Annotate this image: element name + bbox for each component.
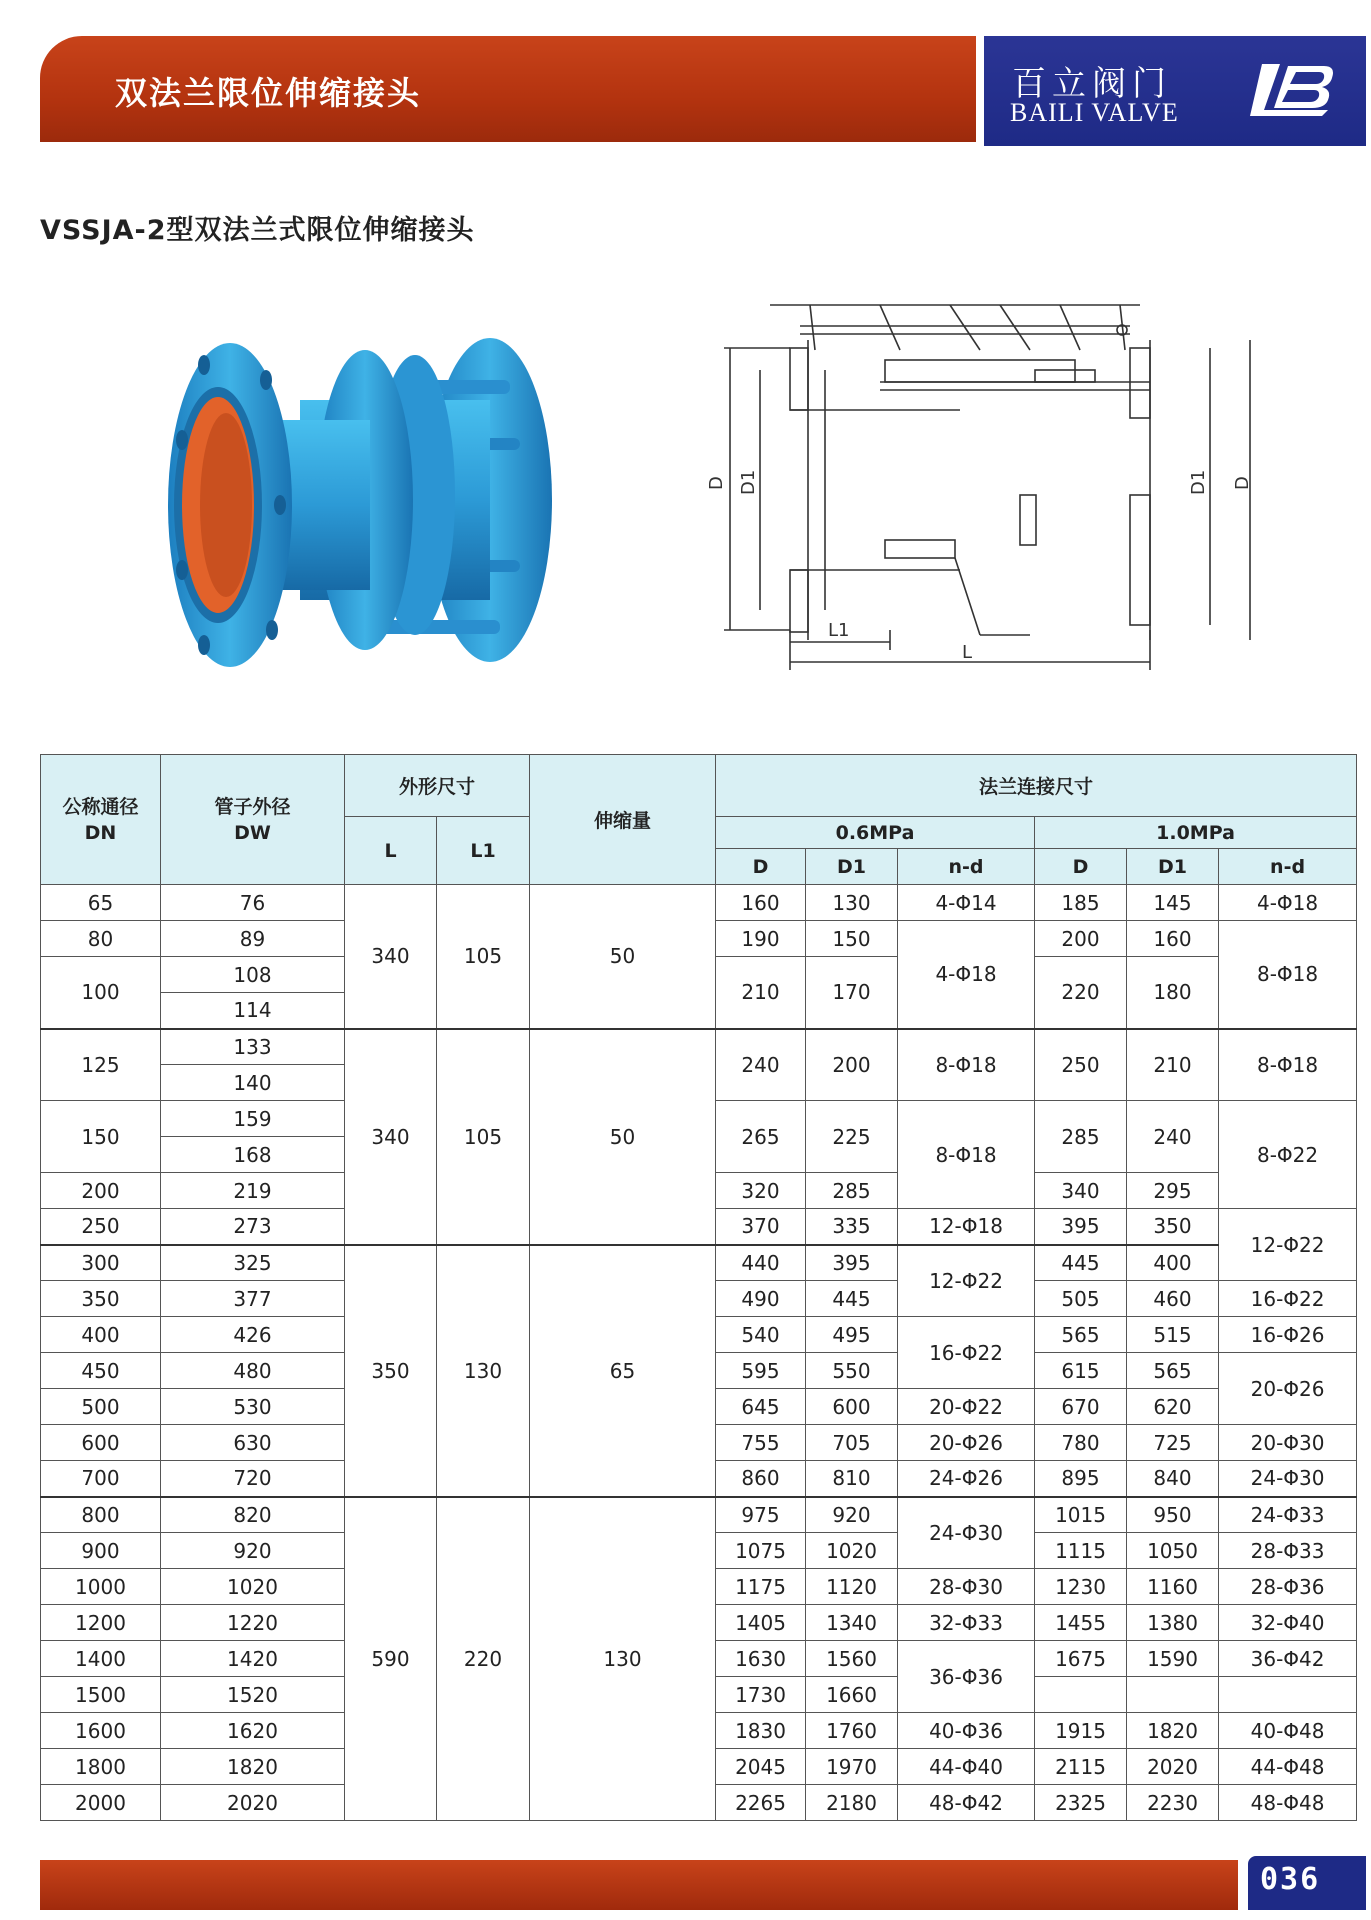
cell-d10: 780 xyxy=(1035,1425,1127,1461)
cell-d10: 2115 xyxy=(1035,1749,1127,1785)
cell-l1: 105 xyxy=(437,1029,530,1245)
cell-nd06: 44-Φ40 xyxy=(898,1749,1035,1785)
cell-dw: 820 xyxy=(161,1497,345,1533)
page-title: 双法兰限位伸缩接头 xyxy=(115,74,422,112)
cell-stroke: 65 xyxy=(530,1245,716,1497)
header-d1: D1 xyxy=(806,849,898,885)
cell-l: 340 xyxy=(345,885,437,1029)
table-row xyxy=(41,885,1357,921)
cell-d10: 445 xyxy=(1035,1245,1127,1281)
cell-dw: 720 xyxy=(161,1461,345,1497)
cell-d06: 160 xyxy=(716,885,806,921)
cell-nd06: 8-Φ18 xyxy=(898,1029,1035,1101)
cell-d1-06: 200 xyxy=(806,1029,898,1101)
brand-logo-icon xyxy=(1240,58,1340,120)
cell-d1-06: 150 xyxy=(806,921,898,957)
cell-nd06: 36-Φ36 xyxy=(898,1641,1035,1713)
cell-d1-10: 565 xyxy=(1127,1353,1219,1389)
cell-dw: 159 xyxy=(161,1101,345,1137)
cell-d1-06: 170 xyxy=(806,957,898,1029)
cell-d10: 285 xyxy=(1035,1101,1127,1173)
dim-label-d1-right: D1 xyxy=(1188,469,1209,495)
cell-d1-06: 495 xyxy=(806,1317,898,1353)
cell-dn: 600 xyxy=(41,1425,161,1461)
header-1.0mpa: 1.0MPa xyxy=(1035,817,1357,849)
cell-dw: 1020 xyxy=(161,1569,345,1605)
cell-d1-06: 1020 xyxy=(806,1533,898,1569)
cell-d06: 1405 xyxy=(716,1605,806,1641)
cell-dn: 300 xyxy=(41,1245,161,1281)
cell-dw: 140 xyxy=(161,1065,345,1101)
cell-dw: 1420 xyxy=(161,1641,345,1677)
cell-dn: 1500 xyxy=(41,1677,161,1713)
cell-d1-06: 225 xyxy=(806,1101,898,1173)
cell-nd10: 24-Φ30 xyxy=(1219,1461,1357,1497)
technical-drawing xyxy=(700,290,1300,680)
table-row xyxy=(41,1245,1357,1281)
cell-nd10: 48-Φ48 xyxy=(1219,1785,1357,1821)
cell-d1-10: 1820 xyxy=(1127,1713,1219,1749)
cell-d06: 320 xyxy=(716,1173,806,1209)
cell-nd10: 24-Φ33 xyxy=(1219,1497,1357,1533)
cell-dn: 1400 xyxy=(41,1641,161,1677)
cell-d10: 340 xyxy=(1035,1173,1127,1209)
cell-l: 590 xyxy=(345,1497,437,1821)
cell-d06: 860 xyxy=(716,1461,806,1497)
cell-d10: 1015 xyxy=(1035,1497,1127,1533)
product-subtitle: VSSJA-2型双法兰式限位伸缩接头 xyxy=(40,215,475,246)
header-l: L xyxy=(345,817,437,885)
cell-d10: 1915 xyxy=(1035,1713,1127,1749)
cell-l1: 105 xyxy=(437,885,530,1029)
cell-d06: 190 xyxy=(716,921,806,957)
footer-bar xyxy=(40,1860,1238,1910)
cell-d10: 185 xyxy=(1035,885,1127,921)
cell-dw: 325 xyxy=(161,1245,345,1281)
cell-d06: 1175 xyxy=(716,1569,806,1605)
header-outer-dim: 外形尺寸 xyxy=(345,755,530,817)
cell-d1-10: 350 xyxy=(1127,1209,1219,1245)
header-l1: L1 xyxy=(437,817,530,885)
cell-stroke: 50 xyxy=(530,885,716,1029)
cell-nd10: 8-Φ18 xyxy=(1219,921,1357,1029)
cell-d1-06: 395 xyxy=(806,1245,898,1281)
cell-d10: 615 xyxy=(1035,1353,1127,1389)
cell-nd06: 12-Φ22 xyxy=(898,1245,1035,1317)
cell-l: 340 xyxy=(345,1029,437,1245)
cell-dw: 377 xyxy=(161,1281,345,1317)
cell-nd06: 4-Φ14 xyxy=(898,885,1035,921)
cell-nd10: 40-Φ48 xyxy=(1219,1713,1357,1749)
cell-d1-06: 1760 xyxy=(806,1713,898,1749)
cell-l1: 130 xyxy=(437,1245,530,1497)
cell-dw: 133 xyxy=(161,1029,345,1065)
cell-d10: 505 xyxy=(1035,1281,1127,1317)
cell-dw: 1520 xyxy=(161,1677,345,1713)
cell-dn: 400 xyxy=(41,1317,161,1353)
cell-dw: 89 xyxy=(161,921,345,957)
cell-d1-06: 920 xyxy=(806,1497,898,1533)
cell-d10: 200 xyxy=(1035,921,1127,957)
cell-dw: 630 xyxy=(161,1425,345,1461)
dim-label-d1-left: D1 xyxy=(738,469,759,495)
header-d: D xyxy=(716,849,806,885)
cell-dn: 2000 xyxy=(41,1785,161,1821)
cell-dw: 108 xyxy=(161,957,345,993)
cell-nd10: 20-Φ30 xyxy=(1219,1425,1357,1461)
cell-dw: 1620 xyxy=(161,1713,345,1749)
cell-nd10 xyxy=(1219,1677,1357,1713)
cell-d1-10: 725 xyxy=(1127,1425,1219,1461)
cell-dn: 1600 xyxy=(41,1713,161,1749)
cell-nd06: 24-Φ30 xyxy=(898,1497,1035,1569)
header-dw: 管子外径 DW xyxy=(161,755,345,885)
cell-d1-10: 1160 xyxy=(1127,1569,1219,1605)
cell-d1-10: 950 xyxy=(1127,1497,1219,1533)
cell-nd06: 20-Φ26 xyxy=(898,1425,1035,1461)
brand-name-cn: 百立阀门 xyxy=(1012,64,1172,104)
header-dn: 公称通径 DN xyxy=(41,755,161,885)
cell-d1-10: 160 xyxy=(1127,921,1219,957)
cell-d06: 1630 xyxy=(716,1641,806,1677)
dim-label-l1: L1 xyxy=(828,620,850,641)
cell-l1: 220 xyxy=(437,1497,530,1821)
cell-nd10: 8-Φ22 xyxy=(1219,1101,1357,1209)
cell-nd10: 16-Φ26 xyxy=(1219,1317,1357,1353)
cell-dn: 250 xyxy=(41,1209,161,1245)
header-d1: D1 xyxy=(1127,849,1219,885)
cell-dw: 1820 xyxy=(161,1749,345,1785)
cell-d1-10: 145 xyxy=(1127,885,1219,921)
cell-d1-10: 2020 xyxy=(1127,1749,1219,1785)
cell-nd06: 32-Φ33 xyxy=(898,1605,1035,1641)
cell-d1-10: 1590 xyxy=(1127,1641,1219,1677)
cell-d10: 250 xyxy=(1035,1029,1127,1101)
cell-d10: 1455 xyxy=(1035,1605,1127,1641)
cell-nd10: 12-Φ22 xyxy=(1219,1209,1357,1281)
cell-d1-10: 210 xyxy=(1127,1029,1219,1101)
cell-nd10: 4-Φ18 xyxy=(1219,885,1357,921)
cell-dn: 700 xyxy=(41,1461,161,1497)
cell-d06: 755 xyxy=(716,1425,806,1461)
cell-dw: 273 xyxy=(161,1209,345,1245)
cell-d1-10: 400 xyxy=(1127,1245,1219,1281)
cell-dw: 2020 xyxy=(161,1785,345,1821)
cell-d1-10: 295 xyxy=(1127,1173,1219,1209)
cell-d1-06: 810 xyxy=(806,1461,898,1497)
cell-d06: 1075 xyxy=(716,1533,806,1569)
cell-d10: 2325 xyxy=(1035,1785,1127,1821)
brand-name-en: BAILI VALVE xyxy=(1010,98,1179,127)
cell-nd10: 32-Φ40 xyxy=(1219,1605,1357,1641)
cell-nd06: 48-Φ42 xyxy=(898,1785,1035,1821)
cell-d10 xyxy=(1035,1677,1127,1713)
cell-dw: 1220 xyxy=(161,1605,345,1641)
cell-stroke: 130 xyxy=(530,1497,716,1821)
cell-nd06: 16-Φ22 xyxy=(898,1317,1035,1389)
cell-nd06: 8-Φ18 xyxy=(898,1101,1035,1209)
cell-d1-10: 620 xyxy=(1127,1389,1219,1425)
cell-dw: 168 xyxy=(161,1137,345,1173)
cell-dn: 125 xyxy=(41,1029,161,1101)
cell-dw: 219 xyxy=(161,1173,345,1209)
cell-d06: 210 xyxy=(716,957,806,1029)
header-nd: n-d xyxy=(898,849,1035,885)
cell-nd10: 16-Φ22 xyxy=(1219,1281,1357,1317)
cell-nd06: 4-Φ18 xyxy=(898,921,1035,1029)
cell-d10: 1230 xyxy=(1035,1569,1127,1605)
cell-d1-10: 240 xyxy=(1127,1101,1219,1173)
cell-d1-06: 1560 xyxy=(806,1641,898,1677)
cell-dn: 1800 xyxy=(41,1749,161,1785)
cell-d06: 2045 xyxy=(716,1749,806,1785)
cell-nd10: 36-Φ42 xyxy=(1219,1641,1357,1677)
cell-d1-06: 1970 xyxy=(806,1749,898,1785)
cell-d1-06: 1120 xyxy=(806,1569,898,1605)
cell-dw: 76 xyxy=(161,885,345,921)
cell-d06: 440 xyxy=(716,1245,806,1281)
cell-dn: 350 xyxy=(41,1281,161,1317)
cell-d06: 540 xyxy=(716,1317,806,1353)
cell-d1-06: 285 xyxy=(806,1173,898,1209)
cell-dn: 80 xyxy=(41,921,161,957)
cell-dn: 100 xyxy=(41,957,161,1029)
table-row xyxy=(41,1029,1357,1065)
cell-nd10: 28-Φ33 xyxy=(1219,1533,1357,1569)
header-nd: n-d xyxy=(1219,849,1357,885)
cell-dn: 900 xyxy=(41,1533,161,1569)
cell-d1-10: 180 xyxy=(1127,957,1219,1029)
cell-d1-06: 1340 xyxy=(806,1605,898,1641)
cell-nd06: 28-Φ30 xyxy=(898,1569,1035,1605)
cell-dn: 150 xyxy=(41,1101,161,1173)
cell-dw: 920 xyxy=(161,1533,345,1569)
cell-d1-06: 445 xyxy=(806,1281,898,1317)
cell-dw: 426 xyxy=(161,1317,345,1353)
spec-table xyxy=(40,754,1357,1821)
cell-nd10: 20-Φ26 xyxy=(1219,1353,1357,1425)
cell-d06: 2265 xyxy=(716,1785,806,1821)
cell-nd10: 44-Φ48 xyxy=(1219,1749,1357,1785)
cell-d10: 670 xyxy=(1035,1389,1127,1425)
cell-dn: 500 xyxy=(41,1389,161,1425)
cell-dn: 65 xyxy=(41,885,161,921)
header-d: D xyxy=(1035,849,1127,885)
cell-d1-06: 1660 xyxy=(806,1677,898,1713)
cell-d1-06: 335 xyxy=(806,1209,898,1245)
cell-nd06: 20-Φ22 xyxy=(898,1389,1035,1425)
header-flange: 法兰连接尺寸 xyxy=(716,755,1357,817)
cell-dw: 480 xyxy=(161,1353,345,1389)
cell-nd06: 24-Φ26 xyxy=(898,1461,1035,1497)
cell-d06: 490 xyxy=(716,1281,806,1317)
cell-d06: 265 xyxy=(716,1101,806,1173)
dim-label-d-left: D xyxy=(706,476,727,490)
cell-dn: 200 xyxy=(41,1173,161,1209)
cell-d1-10: 460 xyxy=(1127,1281,1219,1317)
cell-d1-10 xyxy=(1127,1677,1219,1713)
cell-d06: 1830 xyxy=(716,1713,806,1749)
cell-d1-10: 1380 xyxy=(1127,1605,1219,1641)
table-row xyxy=(41,1497,1357,1533)
cell-dw: 114 xyxy=(161,993,345,1029)
cell-dn: 800 xyxy=(41,1497,161,1533)
cell-d1-10: 2230 xyxy=(1127,1785,1219,1821)
cell-nd10: 8-Φ18 xyxy=(1219,1029,1357,1101)
cell-d10: 220 xyxy=(1035,957,1127,1029)
cell-d1-06: 2180 xyxy=(806,1785,898,1821)
header-0.6mpa: 0.6MPa xyxy=(716,817,1035,849)
cell-dw: 530 xyxy=(161,1389,345,1425)
cell-nd10: 28-Φ36 xyxy=(1219,1569,1357,1605)
cell-d06: 595 xyxy=(716,1353,806,1389)
cell-d06: 240 xyxy=(716,1029,806,1101)
dim-label-d-right: D xyxy=(1232,476,1253,490)
cell-d06: 1730 xyxy=(716,1677,806,1713)
cell-d1-10: 840 xyxy=(1127,1461,1219,1497)
cell-nd06: 12-Φ18 xyxy=(898,1209,1035,1245)
cell-d1-06: 130 xyxy=(806,885,898,921)
cell-d1-10: 515 xyxy=(1127,1317,1219,1353)
cell-nd06: 40-Φ36 xyxy=(898,1713,1035,1749)
cell-d1-06: 550 xyxy=(806,1353,898,1389)
cell-d06: 645 xyxy=(716,1389,806,1425)
cell-l: 350 xyxy=(345,1245,437,1497)
cell-d06: 975 xyxy=(716,1497,806,1533)
cell-d1-06: 600 xyxy=(806,1389,898,1425)
cell-d10: 895 xyxy=(1035,1461,1127,1497)
cell-dn: 1200 xyxy=(41,1605,161,1641)
page-number: 036 xyxy=(1260,1862,1321,1897)
cell-d10: 395 xyxy=(1035,1209,1127,1245)
cell-d1-10: 1050 xyxy=(1127,1533,1219,1569)
cell-d06: 370 xyxy=(716,1209,806,1245)
cell-stroke: 50 xyxy=(530,1029,716,1245)
cell-d10: 565 xyxy=(1035,1317,1127,1353)
dim-label-l: L xyxy=(962,642,973,663)
cell-dn: 450 xyxy=(41,1353,161,1389)
cell-dn: 1000 xyxy=(41,1569,161,1605)
cell-d10: 1675 xyxy=(1035,1641,1127,1677)
header-stroke: 伸缩量 xyxy=(530,755,716,885)
cell-d10: 1115 xyxy=(1035,1533,1127,1569)
cell-d1-06: 705 xyxy=(806,1425,898,1461)
product-photo xyxy=(160,320,600,680)
